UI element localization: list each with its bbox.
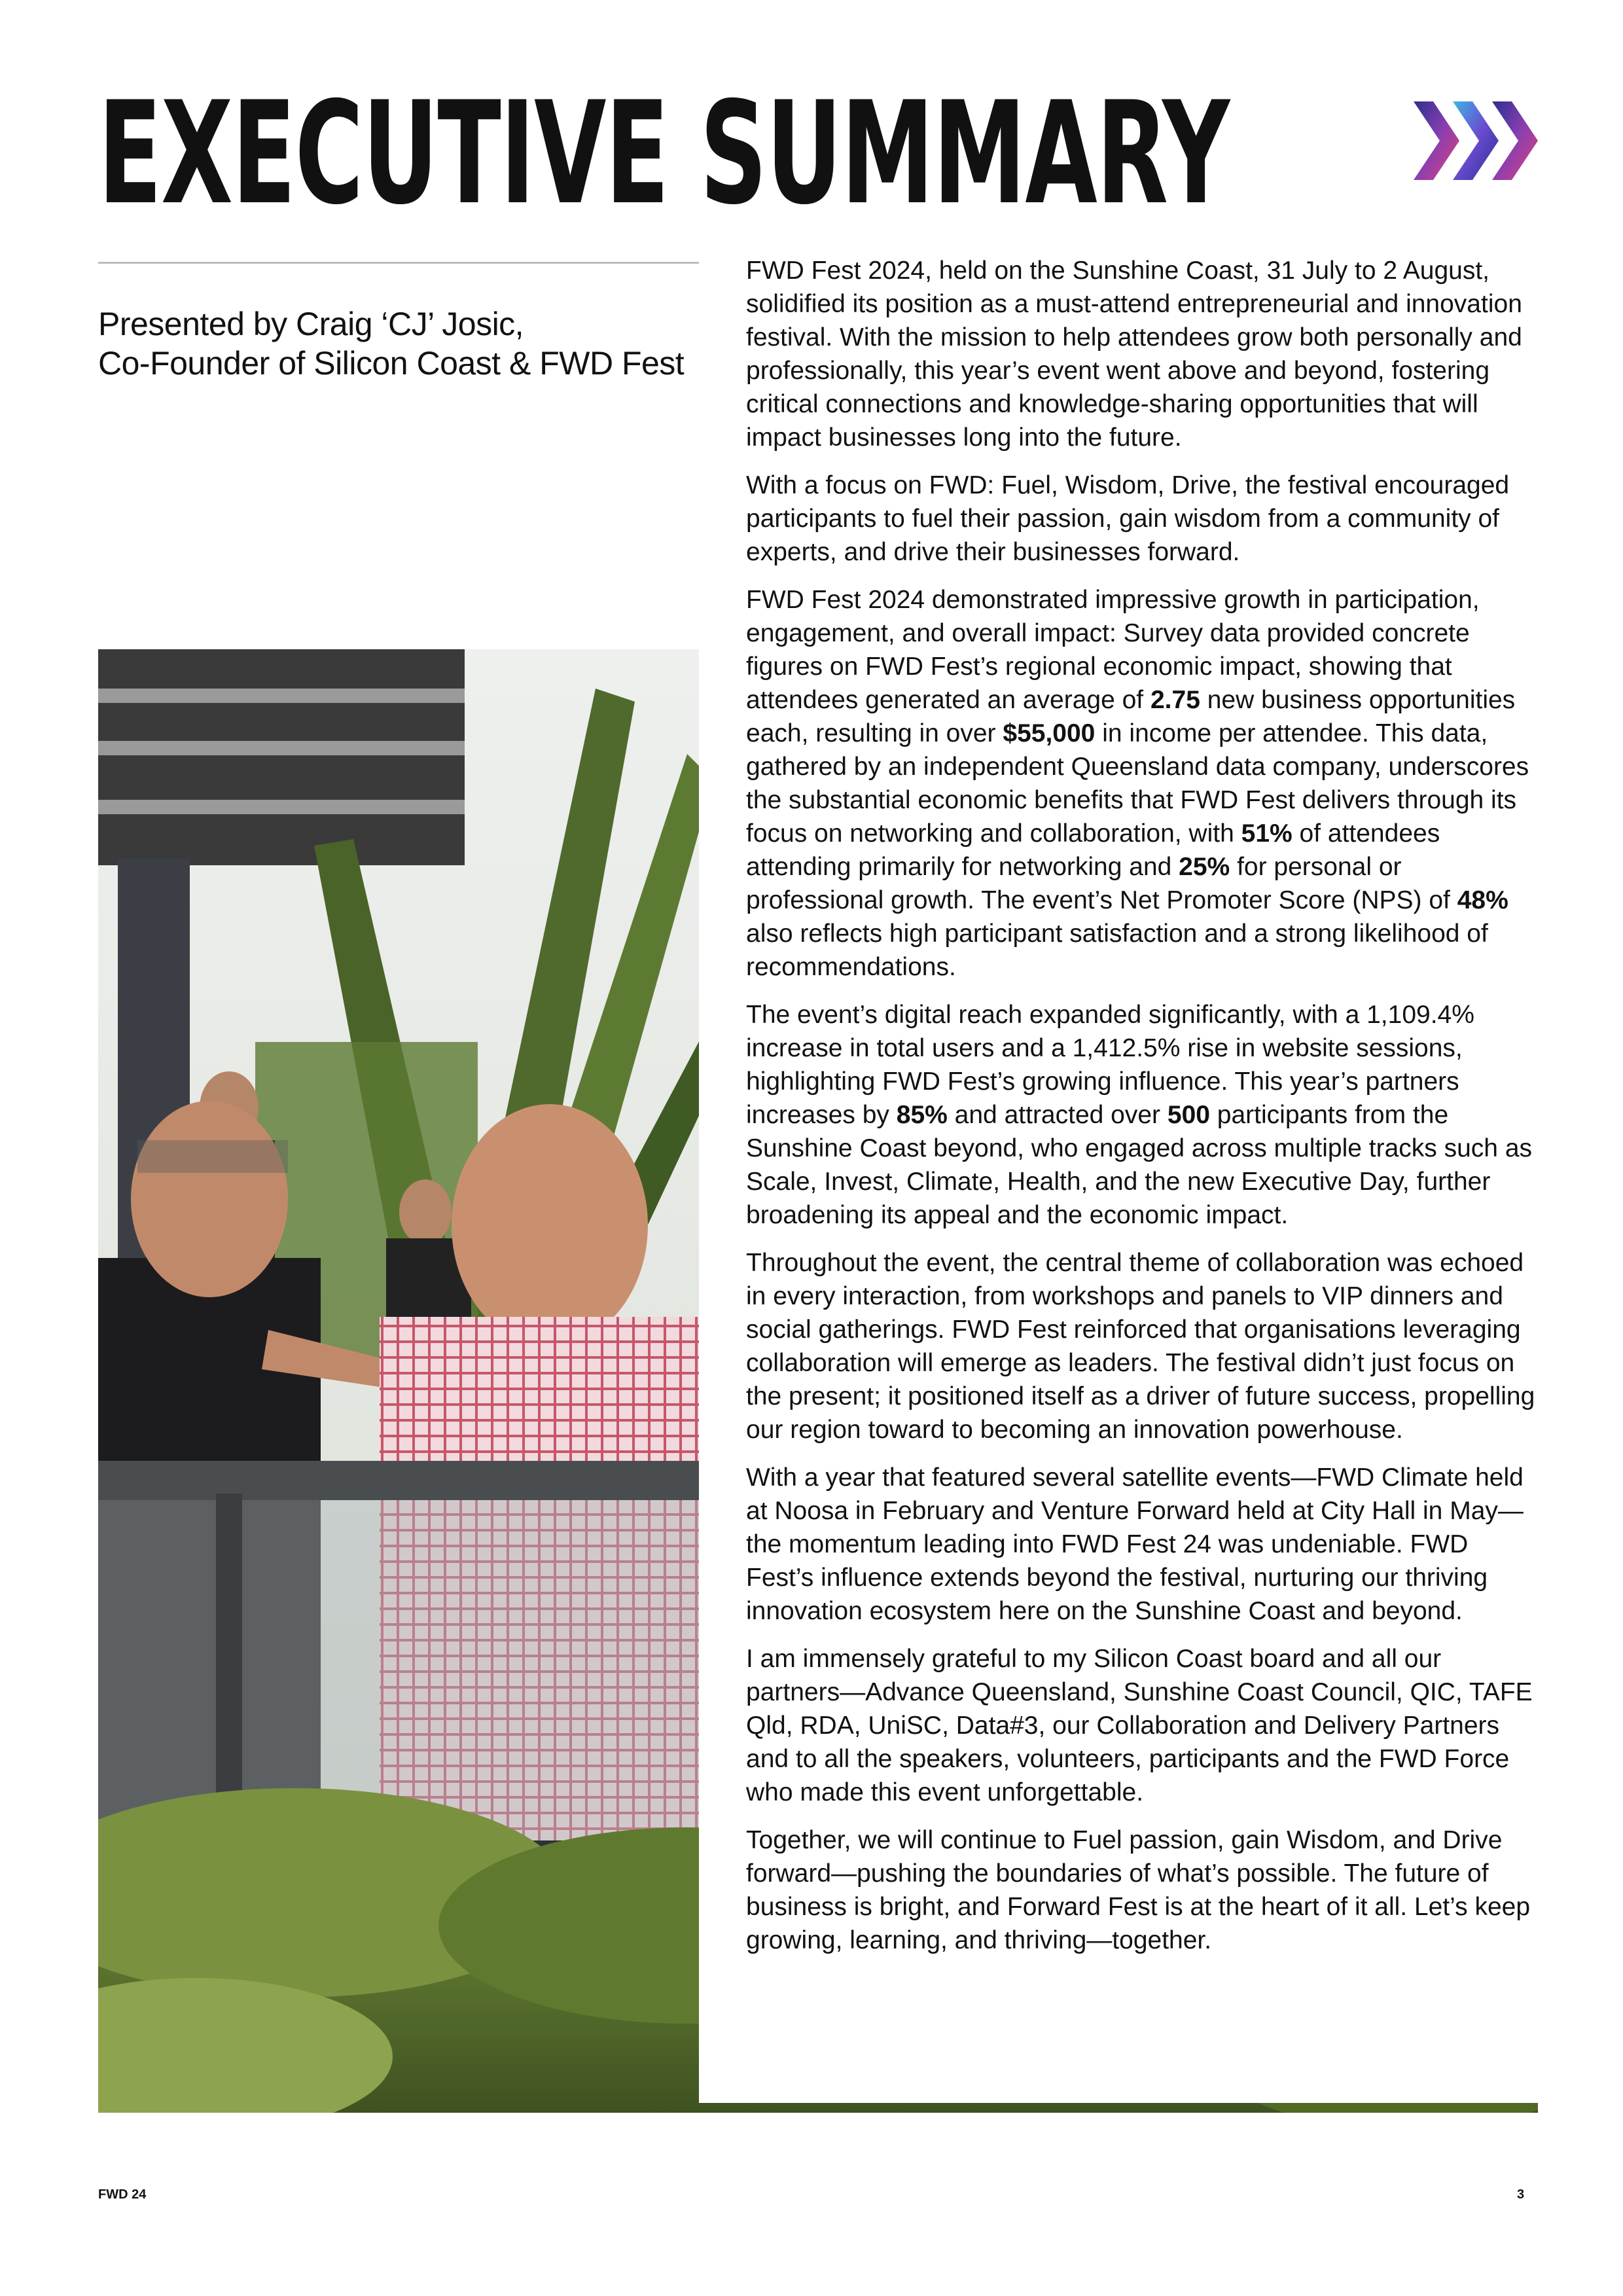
page-title: EXECUTIVE SUMMARY xyxy=(98,71,1229,236)
paragraph-2: With a focus on FWD: Fuel, Wisdom, Drive, the festival encouraged participants to fuel their passion, gain wisdom from a community of experts, and drive their businesses forward. xyxy=(746,471,1510,566)
stat-growth: 25% xyxy=(1179,853,1230,881)
presenter-line-2: Co-Founder of Silicon Coast & FWD Fest xyxy=(98,345,685,382)
paragraph-3: FWD Fest 2024 demonstrated impressive growth in participation, engagement, and overall impact: Survey data provided concrete figures on FWD Fest’s regional economic impact, showing that attendees generated an average of 2.75 new business opportunities each, resulting in over $55,000 in income per attendee. This data, gathered by an independent Queensland data company, underscores the substantial economic benefits that FWD Fest delivers through its focus on networking and collaboration, with 51% of attendees attending primarily for networking and 25% for personal or professional growth. The event’s Net Promoter Score (NPS) of 48% also reflects high participant satisfaction and a strong likelihood of recommendations. xyxy=(746,586,1529,981)
paragraph-6: With a year that featured several satellite events—FWD Climate held at Noosa in February and Venture Forward held at City Hall in May—the momentum leading into FWD Fest 24 was undeniable. FWD Fest’s influence extends beyond the festival, nurturing our thriving innovation ecosystem here on the Sunshine Coast and beyond. xyxy=(746,1463,1524,1625)
presenter-credit xyxy=(98,304,687,383)
paragraph-4: The event’s digital reach expanded significantly, with a 1,109.4% increase in total users and a 1,412.5% rise in website sessions, highlighting FWD Fest’s growing influence. This year’s partners increases by 85% and attracted over 500 participants from the Sunshine Coast beyond, who engaged across multiple tracks such as Scale, Invest, Climate, Health, and the new Executive Day, further broadening its appeal and the economic impact. xyxy=(746,1001,1533,1229)
paragraph-7: I am immensely grateful to my Silicon Coast board and all our partners—Advance Queensland, Sunshine Coast Council, QIC, TAFE Qld, RDA, UniSC, Data#3, our Collaboration and Delivery Partners and to all the speakers, volunteers, participants and the FWD Force who made this event unforgettable. xyxy=(746,1645,1533,1806)
fwd-chevrons-icon xyxy=(1414,98,1544,183)
paragraph-5: Throughout the event, the central theme of collaboration was echoed in every interaction, from workshops and panels to VIP dinners and social gatherings. FWD Fest reinforced that organisations leveraging collaboration will emerge as leaders. The festival didn’t just focus on the present; it positioned itself as a driver of future success, propelling our region toward to becoming an innovation powerhouse. xyxy=(746,1249,1535,1444)
stat-partners: 85% xyxy=(896,1101,948,1129)
stat-nps: 48% xyxy=(1457,886,1508,914)
stat-participants: 500 xyxy=(1167,1101,1210,1129)
paragraph-8: Together, we will continue to Fuel passion, gain Wisdom, and Drive forward—pushing the boundaries of what’s possible. The future of business is bright, and Forward Fest is at the heart of it all. Let’s keep growing, learning, and thriving—together. xyxy=(746,1826,1531,1954)
paragraph-1: FWD Fest 2024, held on the Sunshine Coast, 31 July to 2 August, solidified its position as a must-attend entrepreneurial and innovation festival. With the mission to help attendees grow both personally and professionally, this year’s event went above and beyond, fostering critical connections and knowledge-sharing opportunities that will impact businesses long into the future. xyxy=(746,257,1522,452)
page-number: 3 xyxy=(1517,2187,1525,2202)
stat-income: $55,000 xyxy=(1003,719,1096,747)
stat-networking: 51% xyxy=(1241,819,1293,848)
footer-label: FWD 24 xyxy=(98,2187,147,2202)
presenter-line-1: Presented by Craig ‘CJ’ Josic, xyxy=(98,306,524,342)
stat-opportunities: 2.75 xyxy=(1150,686,1200,714)
summary-body xyxy=(746,254,1538,1971)
divider xyxy=(98,262,753,264)
